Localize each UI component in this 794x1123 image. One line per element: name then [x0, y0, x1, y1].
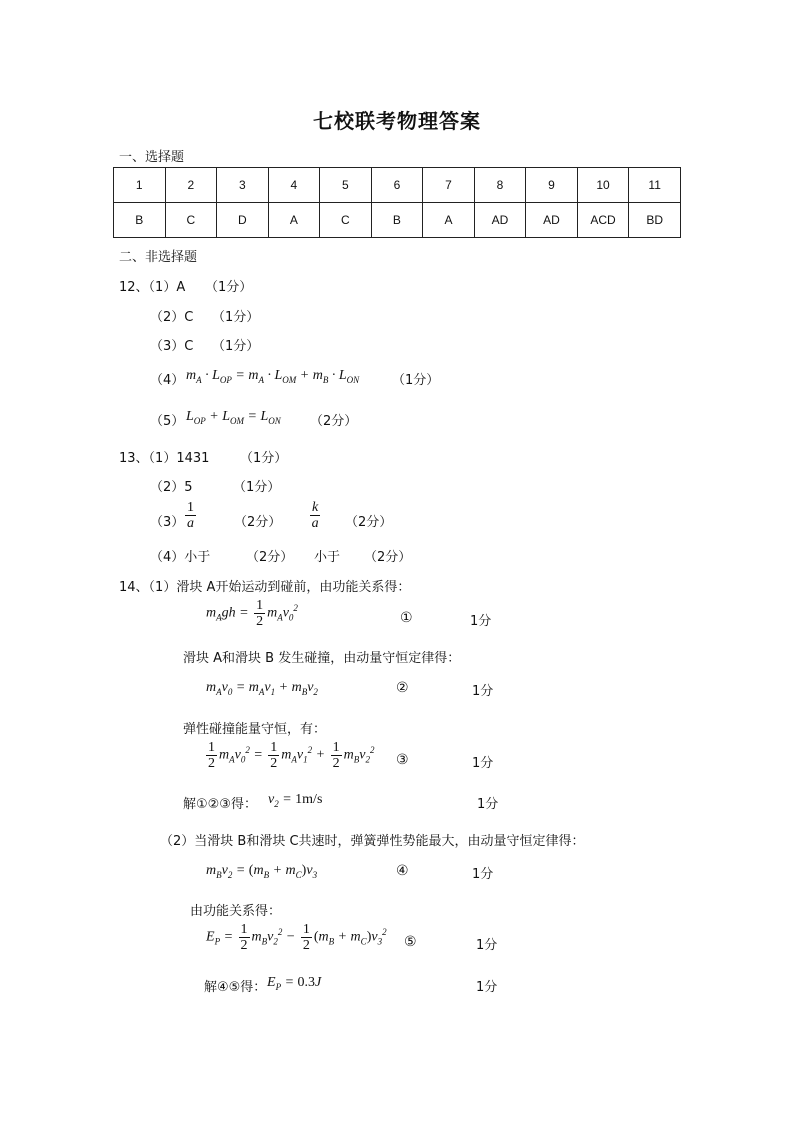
table-cell: 5 [320, 168, 372, 203]
q13-part3-score-a: （2分） [234, 515, 282, 530]
table-cell: AD [474, 203, 526, 238]
q14-result-1: $v_2 = 1m/s$ [268, 792, 323, 809]
q14-score-5: 1分 [472, 867, 494, 882]
q14-text-energy-2: 由功能关系得： [190, 904, 282, 919]
q14-marker-1: ① [400, 610, 413, 626]
q13-part4-answer-b: 小于 [314, 550, 341, 565]
q12-part1-score: （1分） [205, 280, 253, 295]
q14-equation-3: $\frac{1}{2}$ $m_Av_0^2$ = $\frac{1}{2}$ $m_Av_1^2$ + $\frac{1}{2}$ $m_Bv_2^2$ [208, 740, 375, 771]
q12-part5-label: （5） [150, 414, 185, 429]
table-cell: C [320, 203, 372, 238]
section-choice-heading: 一、选择题 [119, 150, 185, 165]
q12-part2-score: （1分） [212, 310, 260, 325]
section-nonchoice-heading: 二、非选择题 [119, 250, 198, 265]
q14-marker-4: ④ [396, 863, 409, 879]
q13-part1-label: 13、（1）1431 [119, 451, 210, 466]
q12-part4-label: （4） [150, 373, 185, 388]
q13-part1-score: （1分） [240, 451, 288, 466]
q14-solve-1-label: 解①②③得： [183, 797, 257, 812]
q12-part4-formula: $m_A \cdot L_{OP} = m_A \cdot L_{OM} + m_B \cdot L_{ON}$ [186, 368, 360, 385]
q14-marker-5: ⑤ [404, 934, 417, 950]
q14-result-2: $E_P = 0.3J$ [267, 975, 322, 992]
table-cell: 11 [629, 168, 681, 203]
q14-equation-4: $m_Bv_2 = (m_B + m_C)v_3$ [206, 863, 318, 880]
table-cell: BD [629, 203, 681, 238]
q14-text-energy: 弹性碰撞能量守恒，有： [183, 722, 327, 737]
table-row-answers [114, 203, 681, 238]
q13-part3-fraction-1-over-a: $\frac{1}{a}$ [187, 500, 194, 531]
table-cell: 10 [577, 168, 629, 203]
table-row-numbers [114, 168, 681, 203]
q13-part3-label: （3） [150, 515, 185, 530]
q13-part4-score-a: （2分） [246, 550, 294, 565]
q14-intro-text: 14、（1）滑块 A开始运动到碰前，由功能关系得： [119, 580, 411, 595]
table-cell: 4 [268, 168, 320, 203]
q14-text-collision: 滑块 A和滑块 B 发生碰撞，由动量守恒定律得： [183, 651, 461, 666]
table-cell: ACD [577, 203, 629, 238]
table-cell: 8 [474, 168, 526, 203]
table-cell: A [268, 203, 320, 238]
table-cell: A [423, 203, 475, 238]
q14-equation-1: $m_Agh$ = $\frac{1}{2}$ $m_Av_0^2$ [206, 598, 298, 629]
q14-score-4: 1分 [477, 797, 499, 812]
table-cell: 3 [217, 168, 269, 203]
q13-part3-score-b: （2分） [345, 515, 393, 530]
q14-marker-3: ③ [396, 752, 409, 768]
q13-part2-score: （1分） [233, 480, 281, 495]
table-cell: 9 [526, 168, 578, 203]
table-cell: B [371, 203, 423, 238]
q14-solve-2-label: 解④⑤得： [204, 980, 267, 995]
page-title: 七校联考物理答案 [313, 109, 481, 133]
q12-part4-score: （1分） [392, 373, 440, 388]
q13-part4-label: （4）小于 [150, 550, 211, 565]
q12-part3-label: （3）C [150, 339, 194, 354]
table-cell: 1 [114, 168, 166, 203]
q14-score-6: 1分 [476, 938, 498, 953]
q12-part5-formula: $L_{OP} + L_{OM} = L_{ON}$ [186, 409, 281, 426]
q13-part2-label: （2）5 [150, 480, 193, 495]
q13-part3-fraction-k-over-a: $\frac{k}{a}$ [311, 500, 319, 531]
q12-part2-label: （2）C [150, 310, 194, 325]
q14-score-2: 1分 [472, 684, 494, 699]
table-cell: C [165, 203, 217, 238]
table-cell: D [217, 203, 269, 238]
table-cell: 2 [165, 168, 217, 203]
q14-part2-text: （2）当滑块 B和滑块 C共速时，弹簧弹性势能最大，由动量守恒定律得： [160, 834, 585, 849]
q12-part5-score: （2分） [310, 414, 358, 429]
answer-table [113, 167, 681, 238]
table-cell: B [114, 203, 166, 238]
q14-equation-2: $m_Av_0 = m_Av_1 + m_Bv_2$ [206, 680, 318, 697]
q12-part3-score: （1分） [212, 339, 260, 354]
q14-equation-5: $E_P$ = $\frac{1}{2}$ $m_Bv_2^2$ − $\frac{1}{2}$ $(m_B + m_C)v_3^2$ [206, 922, 387, 953]
q14-score-3: 1分 [472, 756, 494, 771]
table-cell: AD [526, 203, 578, 238]
table-cell: 6 [371, 168, 423, 203]
q14-score-1: 1分 [470, 614, 492, 629]
q14-marker-2: ② [396, 680, 409, 696]
q13-part4-score-b: （2分） [364, 550, 412, 565]
q14-score-7: 1分 [476, 980, 498, 995]
table-cell: 7 [423, 168, 475, 203]
q12-part1-label: 12、（1）A [119, 280, 186, 295]
